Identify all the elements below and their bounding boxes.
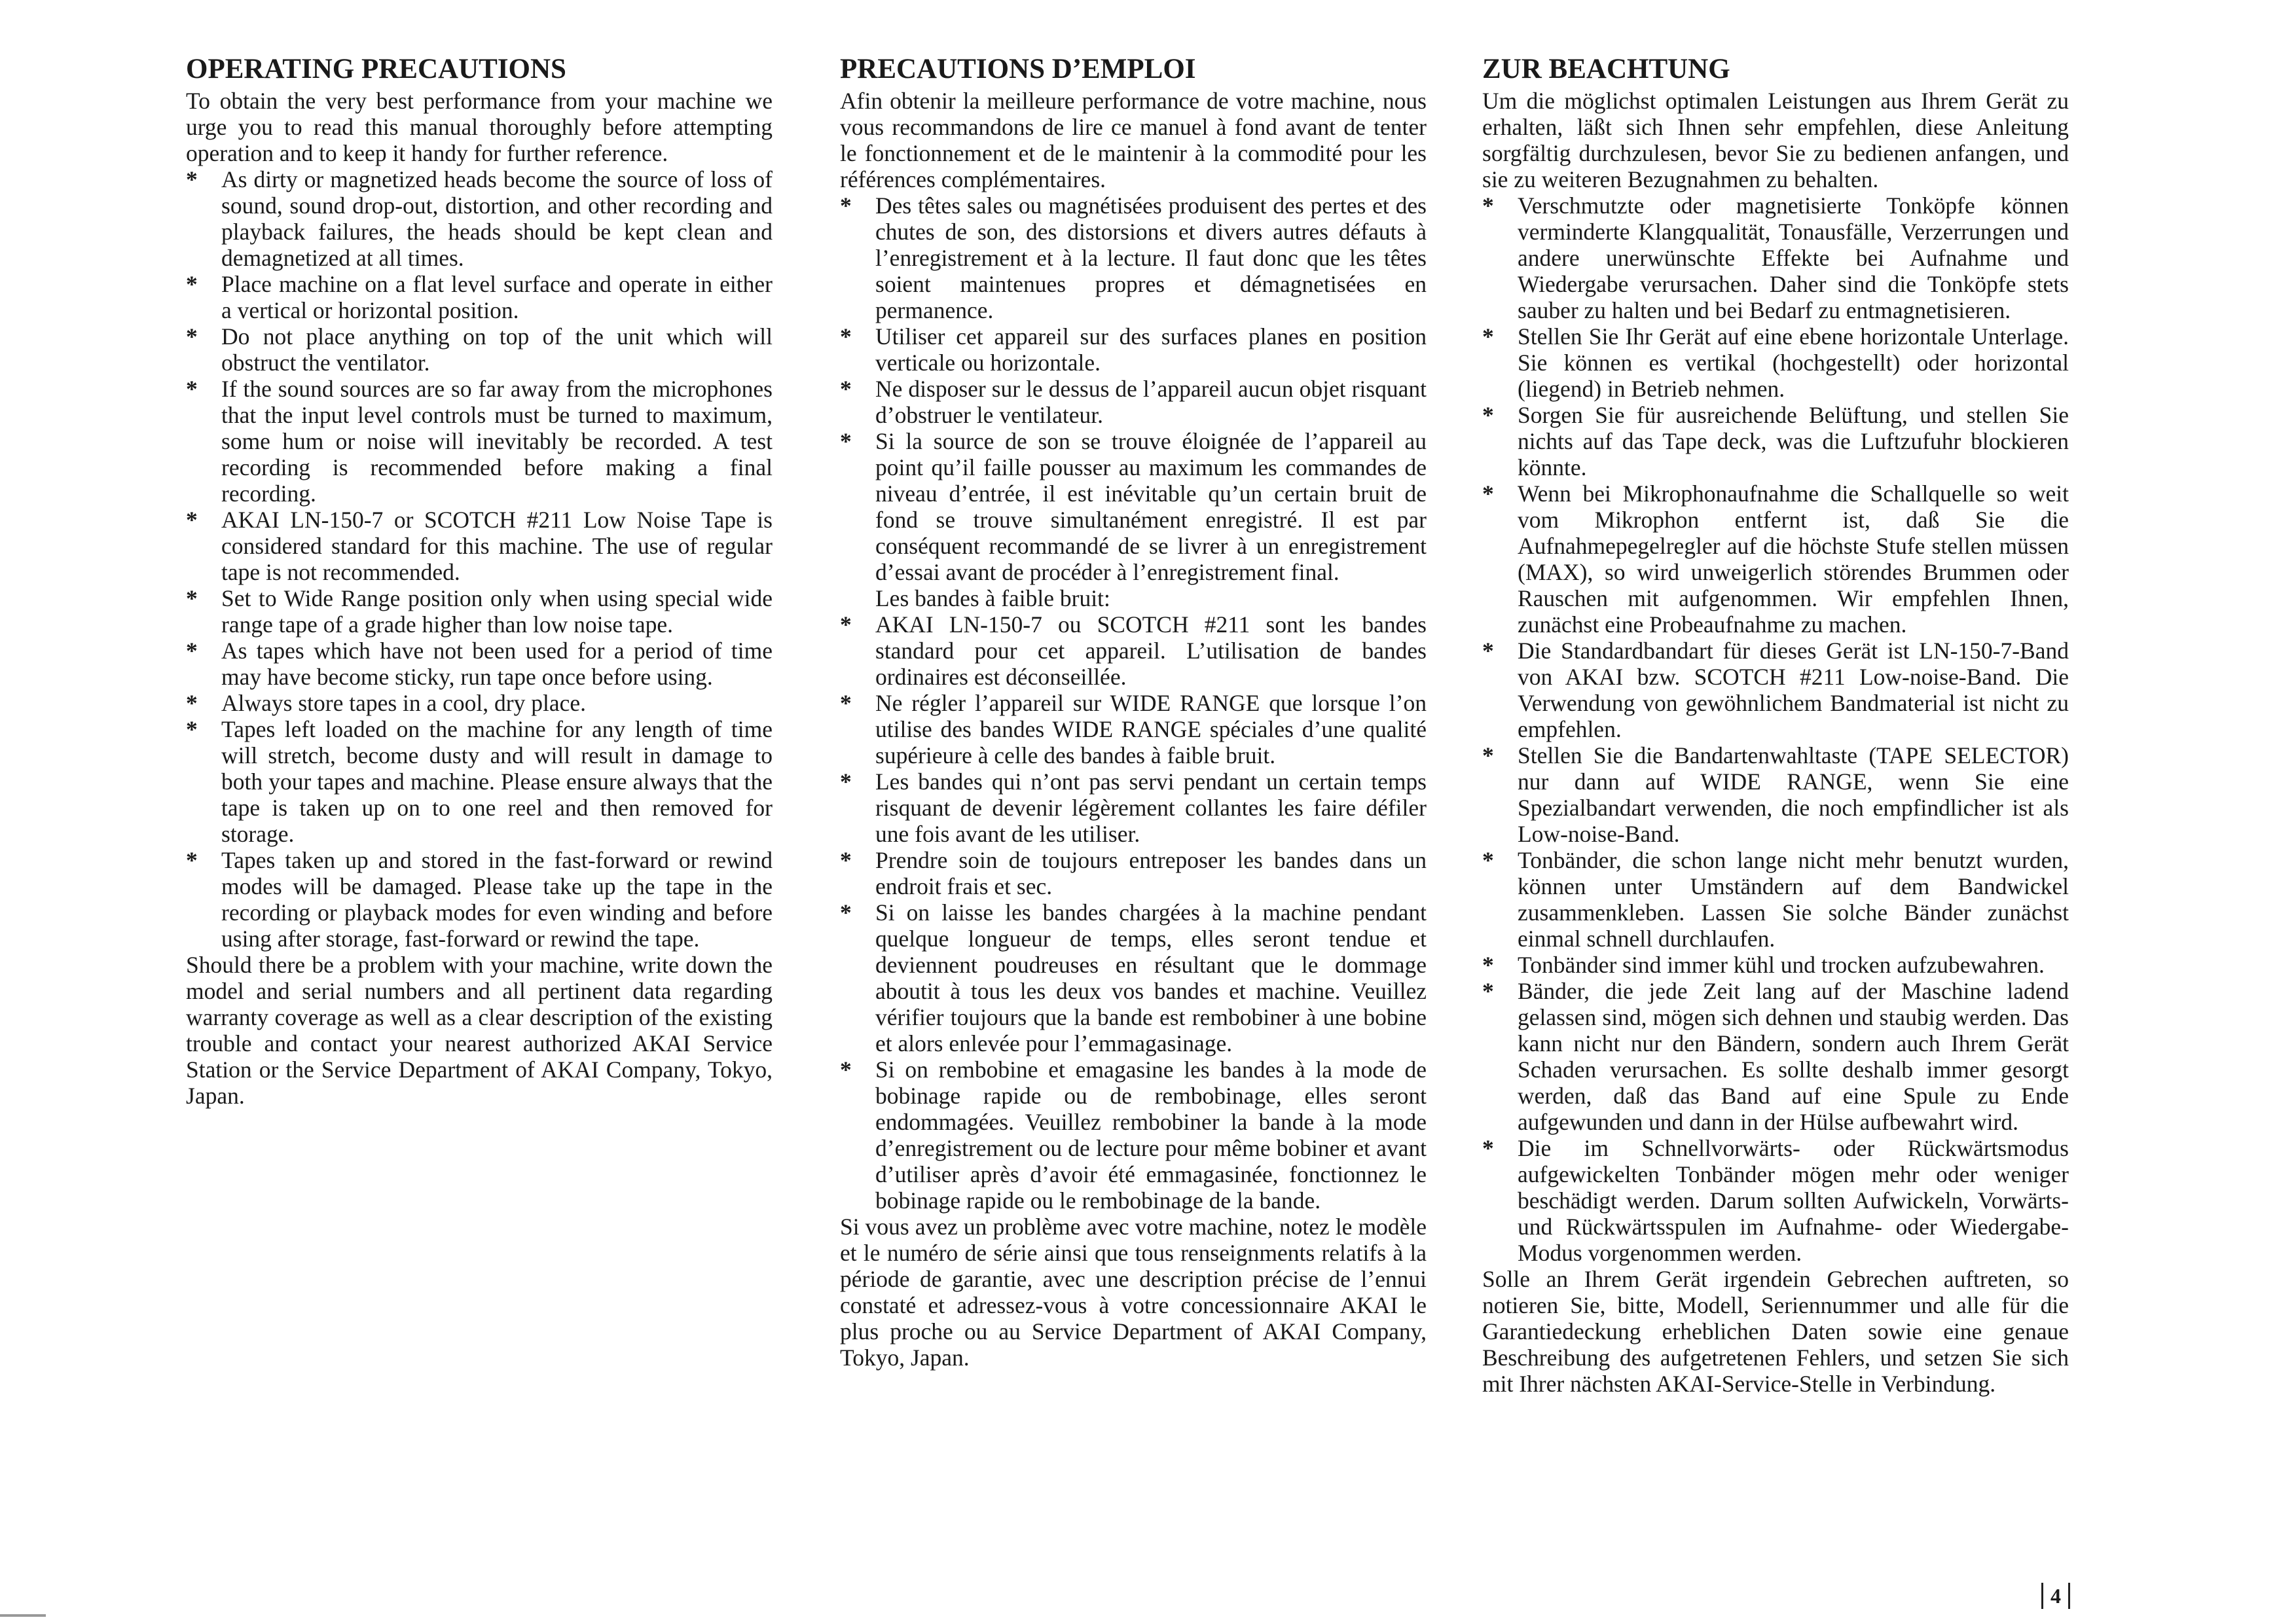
list-item-text: Stellen Sie die Bandartenwahltaste (TAPE SELECTOR) nur dann auf WIDE RANGE, wenn Sie eine Spezialbandart verwenden, die noch empfindlicher ist als Low-noise-Band. <box>1518 742 2069 847</box>
list-item <box>186 638 773 690</box>
list-item-text: Place machine on a flat level surface and operate in either a vertical or horizontal position. <box>221 271 773 323</box>
list-item <box>186 507 773 585</box>
bullet-asterisk-icon: * <box>840 323 852 350</box>
list-item <box>840 428 1427 611</box>
list-item <box>840 323 1427 376</box>
list-item-text: Utiliser cet appareil sur des surfaces planes en position verticale ou horizontale. <box>875 323 1427 376</box>
service-paragraph: Si vous avez un problème avec votre machine, notez le modèle et le numéro de série ainsi que tous renseignments relatifs à la période de garantie, avec une description précise de l’ennui constaté et adressez-vous à votre concessionnaire AKAI le plus proche ou au Service Department of AKAI Company, Tokyo, Japan. <box>840 1214 1427 1371</box>
list-item-text: If the sound sources are so far away from the microphones that the input level controls must be turned to maximum, some hum or noise will inevitably be recorded. A test recording is recommended before making a final recording. <box>221 376 773 507</box>
section-title: ZUR BEACHTUNG <box>1482 54 1730 84</box>
list-item <box>1482 1135 2069 1266</box>
list-item <box>186 716 773 847</box>
list-item <box>1482 402 2069 480</box>
bullet-asterisk-icon: * <box>186 716 198 742</box>
list-item-text: Bänder, die jede Zeit lang auf der Maschine ladend gelassen sind, mögen sich dehnen und staubig werden. Das kann nicht nur den Bändern, sondern auch Ihrem Gerät Schaden verursachen. Es sollte deshalb immer gesorgt werden, daß das Band auf eine Spule zu Ende aufgewunden und dann in der Hülse aufbewahrt wird. <box>1518 978 2069 1135</box>
section-title: PRECAUTIONS D’EMPLOI <box>840 54 1196 84</box>
scan-edge-mark <box>0 1614 46 1617</box>
bullet-asterisk-icon: * <box>186 690 198 716</box>
bullet-asterisk-icon: * <box>840 847 852 873</box>
list-item-text: Si on rembobine et emagasine les bandes à la mode de bobinage rapide ou de rembobinage, elles seront endommagées. Veuillez rembobiner la bande à la mode d’enregistrement ou de lecture pour même bobiner et avant d’utiliser après d’avoir été emmagasinée, fonctionnez le bobinage rapide ou le rembobinage de la bande. <box>875 1056 1427 1214</box>
page-number: 4 <box>2041 1583 2070 1609</box>
list-item <box>1482 847 2069 952</box>
list-item <box>840 1056 1427 1214</box>
list-item-text: Prendre soin de toujours entreposer les bandes dans un endroit frais et sec. <box>875 847 1427 899</box>
list-item-text: Tonbänder sind immer kühl und trocken aufzubewahren. <box>1518 952 2045 978</box>
bullet-asterisk-icon: * <box>840 768 852 795</box>
list-item-text: Ne régler l’appareil sur WIDE RANGE que lorsque l’on utilise des bandes WIDE RANGE spéciales d’une qualité supérieure à celle des bandes à faible bruit. <box>875 690 1427 768</box>
list-item-text: Les bandes qui n’ont pas servi pendant un certain temps risquant de devenir légèrement collantes les faire défiler une fois avant de les utiliser. <box>875 768 1427 847</box>
bullet-asterisk-icon: * <box>186 507 198 533</box>
list-item-text: Die Standardbandart für dieses Gerät ist LN-150-7-Band von AKAI bzw. SCOTCH #211 Low-noise-Band. Die Verwendung von gewöhnlichem Bandmaterial ist nicht zu empfehlen. <box>1518 638 2069 742</box>
list-item-text: Verschmutzte oder magnetisierte Tonköpfe können verminderte Klangqualität, Tonausfälle, Verzerrungen und andere unerwünschte Effekte bei Aufnahme und Wiedergabe verursachen. Daher sind die Tonköpfe stets sauber zu halten und bei Bedarf zu entmagnetisieren. <box>1518 192 2069 323</box>
intro-paragraph: To obtain the very best performance from your machine we urge you to read this manual thoroughly before attempting operation and to keep it handy for further reference. <box>186 88 773 166</box>
bullet-asterisk-icon: * <box>186 585 198 611</box>
list-item-text: Tonbänder, die schon lange nicht mehr benutzt wurden, können unter Umständern auf dem Bandwickel zusammenkleben. Lassen Sie solche Bänder zunächst einmal schnell durchlaufen. <box>1518 847 2069 952</box>
list-item <box>840 899 1427 1056</box>
list-item-text: Tapes left loaded on the machine for any length of time will stretch, become dusty and will result in damage to both your tapes and machine. Please ensure always that the tape is taken up on to one reel and then removed for storage. <box>221 716 773 847</box>
list-item <box>840 376 1427 428</box>
list-item-text: Do not place anything on top of the unit which will obstruct the ventilator. <box>221 323 773 376</box>
list-item <box>1482 952 2069 978</box>
list-item <box>186 847 773 952</box>
list-item-text: Wenn bei Mikrophonaufnahme die Schallquelle so weit vom Mikrophon entfernt ist, daß Sie die Aufnahmepegelregler auf die höchste Stufe stellen müssen (MAX), so wird unweigerlich störendes Brummen oder Rauschen mit aufgenommen. Wir empfehlen Ihnen, zunächst eine Probeaufnahme zu machen. <box>1518 480 2069 638</box>
bullet-asterisk-icon: * <box>1482 847 1494 873</box>
precautions-list <box>186 166 773 952</box>
list-item <box>840 768 1427 847</box>
column-english <box>186 54 773 1109</box>
list-item <box>840 192 1427 323</box>
bullet-asterisk-icon: * <box>1482 402 1494 428</box>
list-item-text: Set to Wide Range position only when using special wide range tape of a grade higher than low noise tape. <box>221 585 773 638</box>
list-item-text: AKAI LN-150-7 or SCOTCH #211 Low Noise Tape is considered standard for this machine. The use of regular tape is not recommended. <box>221 507 773 585</box>
list-item-text: Si on laisse les bandes chargées à la machine pendant quelque longueur de temps, elles seront tendue et deviennent poudreuses en résultant que le dommage aboutit à tous les deux vos bandes et machine. Veuillez vérifier toujours que la bande est rembobiner à une bobine et alors enlevée pour l’emmagasinage. <box>875 899 1427 1056</box>
bullet-asterisk-icon: * <box>186 166 198 192</box>
bullet-asterisk-icon: * <box>840 690 852 716</box>
bullet-asterisk-icon: * <box>186 376 198 402</box>
column-french <box>840 54 1427 1371</box>
bullet-asterisk-icon: * <box>186 638 198 664</box>
list-item <box>1482 978 2069 1135</box>
list-item-text: Si la source de son se trouve éloignée de l’appareil au point qu’il faille pousser au maximum les commandes de niveau d’entrée, il est inévitable qu’un certain bruit de fond se trouve simultanément enregistré. Il est par conséquent recommandé de se livrer à un enregistrement d’essai avant de procéder à l’enregistrement final. <box>875 428 1427 585</box>
list-item <box>840 690 1427 768</box>
list-item-text: Sorgen Sie für ausreichende Belüftung, und stellen Sie nichts auf das Tape deck, was die Luftzufuhr blockieren könnte. <box>1518 402 2069 480</box>
list-item-subnote: Les bandes à faible bruit: <box>875 585 1110 611</box>
bullet-asterisk-icon: * <box>1482 638 1494 664</box>
bullet-asterisk-icon: * <box>1482 192 1494 219</box>
bullet-asterisk-icon: * <box>840 192 852 219</box>
list-item <box>1482 192 2069 323</box>
list-item <box>840 611 1427 690</box>
list-item <box>1482 323 2069 402</box>
list-item-text: Die im Schnellvorwärts- oder Rückwärtsmodus aufgewickelten Tonbänder mögen mehr oder weniger beschädigt werden. Darum sollten Aufwickeln, Vorwärts- und Rückwärtsspulen im Aufnahme- oder Wiedergabe-Modus vorgenommen werden. <box>1518 1135 2069 1266</box>
list-item-text: Tapes taken up and stored in the fast-forward or rewind modes will be damaged. Please take up the tape in the recording or playback modes for even winding and before using after storage, fast-forward or rewind the tape. <box>221 847 773 952</box>
list-item <box>186 271 773 323</box>
bullet-asterisk-icon: * <box>186 323 198 350</box>
bullet-asterisk-icon: * <box>186 847 198 873</box>
list-item <box>186 690 773 716</box>
list-item-text: Always store tapes in a cool, dry place. <box>221 690 586 716</box>
list-item <box>186 166 773 271</box>
precautions-list <box>1482 192 2069 1266</box>
list-item-text: Stellen Sie Ihr Gerät auf eine ebene horizontale Unterlage. Sie können es vertikal (hochgestellt) oder horizontal (liegend) in Betrieb nehmen. <box>1518 323 2069 402</box>
list-item <box>1482 480 2069 638</box>
bullet-asterisk-icon: * <box>1482 480 1494 507</box>
bullet-asterisk-icon: * <box>1482 323 1494 350</box>
list-item <box>1482 742 2069 847</box>
bullet-asterisk-icon: * <box>1482 978 1494 1004</box>
service-paragraph: Solle an Ihrem Gerät irgendein Gebrechen auftreten, so notieren Sie, bitte, Modell, Seriennummer und alle für die Garantiedeckung erheblichen Daten sowie eine genaue Beschreibung des aufgetretenen Fehlers, und setzen Sie sich mit Ihrer nächsten AKAI-Service-Stelle in Verbindung. <box>1482 1266 2069 1397</box>
bullet-asterisk-icon: * <box>840 899 852 926</box>
list-item <box>1482 638 2069 742</box>
list-item-text: Ne disposer sur le dessus de l’appareil aucun objet risquant d’obstruer le ventilateur. <box>875 376 1427 428</box>
list-item <box>186 585 773 638</box>
bullet-asterisk-icon: * <box>840 376 852 402</box>
bullet-asterisk-icon: * <box>1482 952 1494 978</box>
list-item <box>840 847 1427 899</box>
bullet-asterisk-icon: * <box>1482 1135 1494 1161</box>
bullet-asterisk-icon: * <box>840 1056 852 1083</box>
intro-paragraph: Um die möglichst optimalen Leistungen aus Ihrem Gerät zu erhalten, läßt sich Ihnen sehr empfehlen, diese Anleitung sorgfältig durchzulesen, bevor Sie zu bedienen anfangen, und sie zu weiteren Bezugnahmen zu behalten. <box>1482 88 2069 192</box>
list-item-text: AKAI LN-150-7 ou SCOTCH #211 sont les bandes standard pour cet appareil. L’utilisation de bandes ordinaires est déconseillée. <box>875 611 1427 690</box>
list-item <box>186 376 773 507</box>
section-title: OPERATING PRECAUTIONS <box>186 54 566 84</box>
precautions-list <box>840 192 1427 1214</box>
list-item-text: As dirty or magnetized heads become the source of loss of sound, sound drop-out, distortion, and other recording and playback failures, the heads should be kept clean and demagnetized at all times. <box>221 166 773 271</box>
column-german <box>1482 54 2069 1397</box>
bullet-asterisk-icon: * <box>186 271 198 297</box>
list-item-text: Des têtes sales ou magnétisées produisent des pertes et des chutes de son, des distorsions et divers autres défauts à l’enregistrement et à la lecture. Il faut donc que les têtes soient maintenues propres et démagnetisées en permanence. <box>875 192 1427 323</box>
list-item <box>186 323 773 376</box>
bullet-asterisk-icon: * <box>840 611 852 638</box>
bullet-asterisk-icon: * <box>840 428 852 454</box>
intro-paragraph: Afin obtenir la meilleure performance de votre machine, nous vous recommandons de lire ce manuel à fond avant de tenter le fonctionnement et de le maintenir à la commodité pour les références complémentaires. <box>840 88 1427 192</box>
list-item-text: As tapes which have not been used for a period of time may have become sticky, run tape once before using. <box>221 638 773 690</box>
bullet-asterisk-icon: * <box>1482 742 1494 768</box>
service-paragraph: Should there be a problem with your machine, write down the model and serial numbers and all pertinent data regarding warranty coverage as well as a clear description of the existing trouble and contact your nearest authorized AKAI Service Station or the Service Department of AKAI Company, Tokyo, Japan. <box>186 952 773 1109</box>
